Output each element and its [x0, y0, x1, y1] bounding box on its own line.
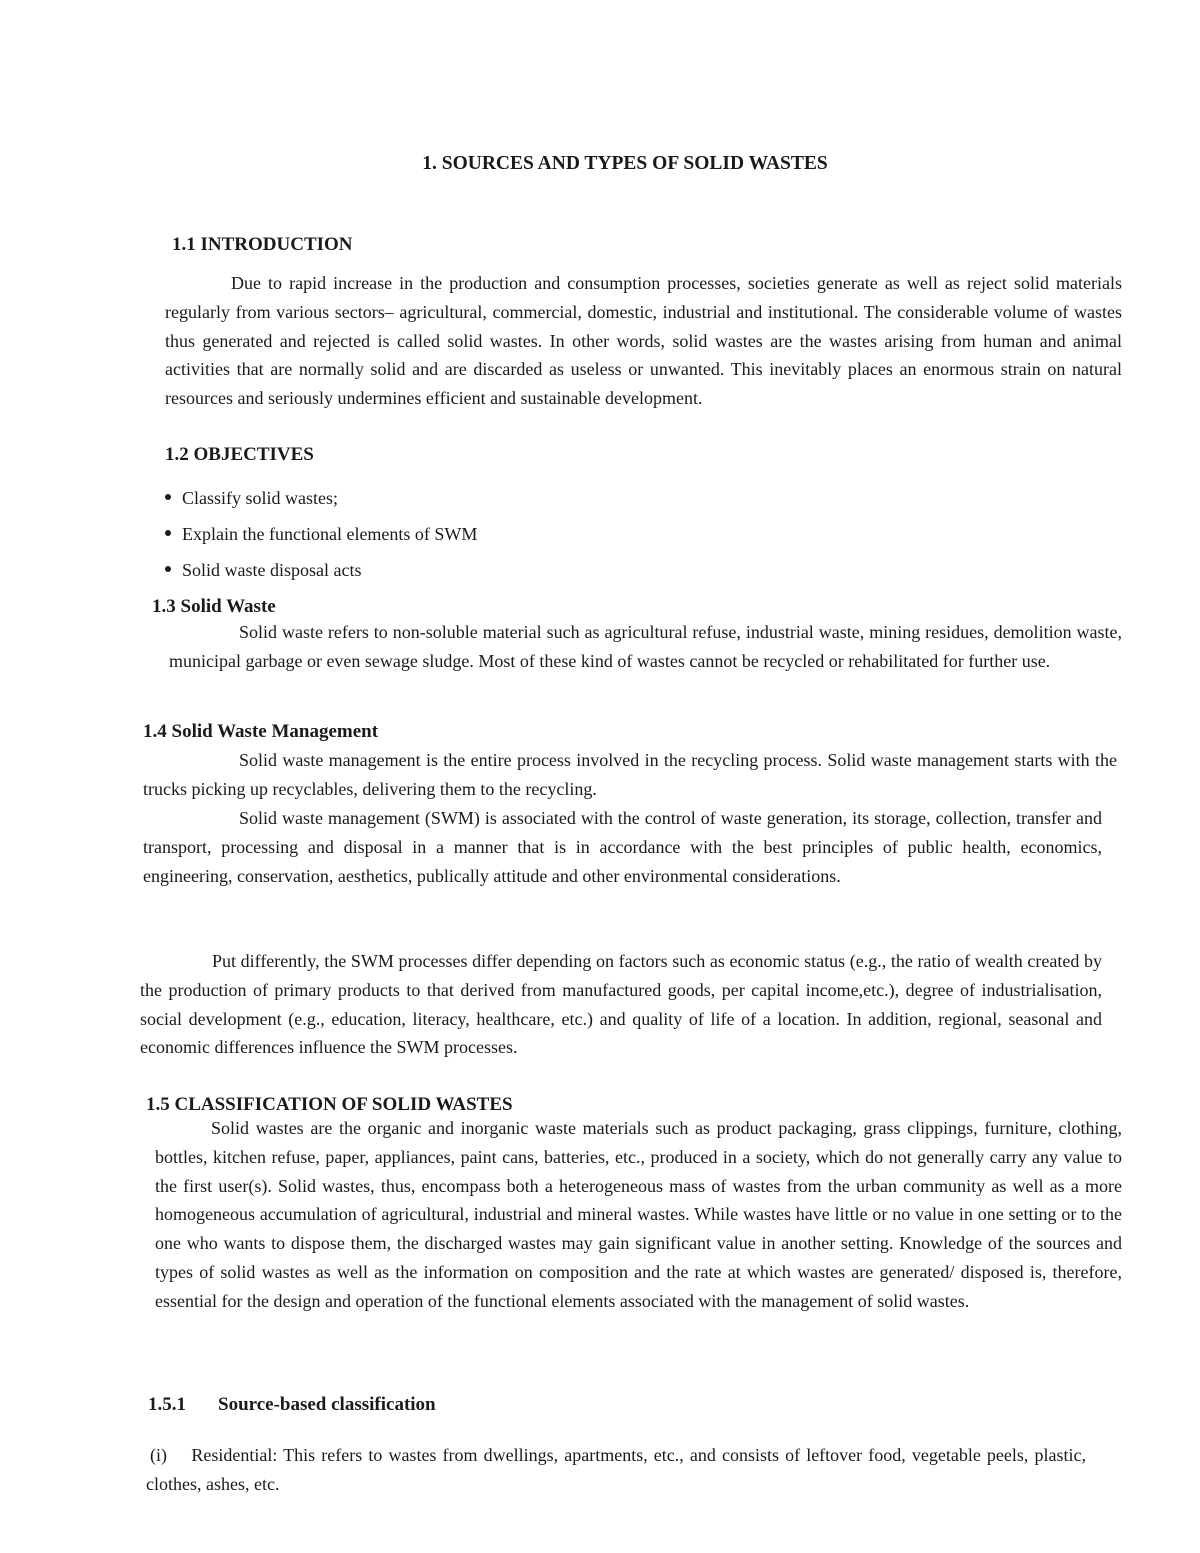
subsection-number: 1.5.1 — [148, 1394, 186, 1415]
heading-source-based-classification — [148, 1393, 436, 1417]
paragraph-solid-waste: Solid waste refers to non-soluble material such as agricultural refuse, industrial waste, mining residues, demolition waste, municipal garbage or even sewage sludge. Most of these kind of wastes cannot be recycled or rehabilitated for further use. — [169, 622, 1122, 671]
list-item: Classify solid wastes; — [162, 486, 862, 522]
heading-classification: 1.5 CLASSIFICATION OF SOLID WASTES — [146, 1094, 513, 1115]
list-item: Explain the functional elements of SWM — [162, 522, 862, 558]
document-title: 1. SOURCES AND TYPES OF SOLID WASTES — [422, 153, 828, 174]
subsection-title: Source-based classification — [218, 1394, 436, 1415]
bullet-icon — [165, 494, 171, 500]
heading-introduction: 1.1 INTRODUCTION — [172, 234, 353, 255]
bullet-icon — [165, 530, 171, 536]
objectives-list — [162, 486, 862, 594]
heading-objectives: 1.2 OBJECTIVES — [165, 444, 314, 465]
bullet-icon — [165, 566, 171, 572]
heading-solid-waste: 1.3 Solid Waste — [152, 596, 276, 617]
paragraph-swm-2: Solid waste management (SWM) is associated with the control of waste generation, its storage, collection, transfer and transport, processing and disposal in a manner that is in accordance with the best principles of public health, economics, engineering, conservation, aesthetics, publically attitude and other environmental considerations. — [143, 808, 1102, 886]
paragraph-swm-1: Solid waste management is the entire process involved in the recycling process. Solid waste management starts with the trucks picking up recyclables, delivering them to the recycling. — [143, 750, 1117, 799]
paragraph-introduction: Due to rapid increase in the production and consumption processes, societies generate as well as reject solid materials regularly from various sectors– agricultural, commercial, domestic, industrial and institutional. The considerable volume of wastes thus generated and rejected is called solid wastes. In other words, solid wastes are the wastes arising from human and animal activities that are normally solid and are discarded as useless or unwanted. This inevitably places an enormous strain on natural resources and seriously undermines efficient and sustainable development. — [165, 273, 1122, 409]
heading-solid-waste-management: 1.4 Solid Waste Management — [143, 721, 379, 742]
paragraph-residential: (i) Residential: This refers to wastes from dwellings, apartments, etc., and consists of leftover food, vegetable peels, plastic, clothes, ashes, etc. — [146, 1445, 1091, 1494]
paragraph-swm-3: Put differently, the SWM processes differ depending on factors such as economic status (e.g., the ratio of wealth created by the production of primary products to that derived from manufactured goods, per capital income,etc.), degree of industrialisation, social development (e.g., education, literacy, healthcare, etc.) and quality of life of a location. In addition, regional, seasonal and economic differences influence the SWM processes. — [140, 951, 1102, 1058]
paragraph-classification: Solid wastes are the organic and inorganic waste materials such as product packaging, grass clippings, furniture, clothing, bottles, kitchen refuse, paper, appliances, paint cans, batteries, etc., produced in a society, which do not generally carry any value to the first user(s). Solid wastes, thus, encompass both a heterogeneous mass of wastes from the urban community as well as a more homogeneous accumulation of agricultural, industrial and mineral wastes. While wastes have little or no value in one setting or to the one who wants to dispose them, the discharged wastes may gain significant value in another setting. Knowledge of the sources and types of solid wastes as well as the information on composition and the rate at which wastes are generated/ disposed is, therefore, essential for the design and operation of the functional elements associated with the management of solid wastes. — [155, 1118, 1122, 1311]
list-item: Solid waste disposal acts — [162, 558, 862, 594]
